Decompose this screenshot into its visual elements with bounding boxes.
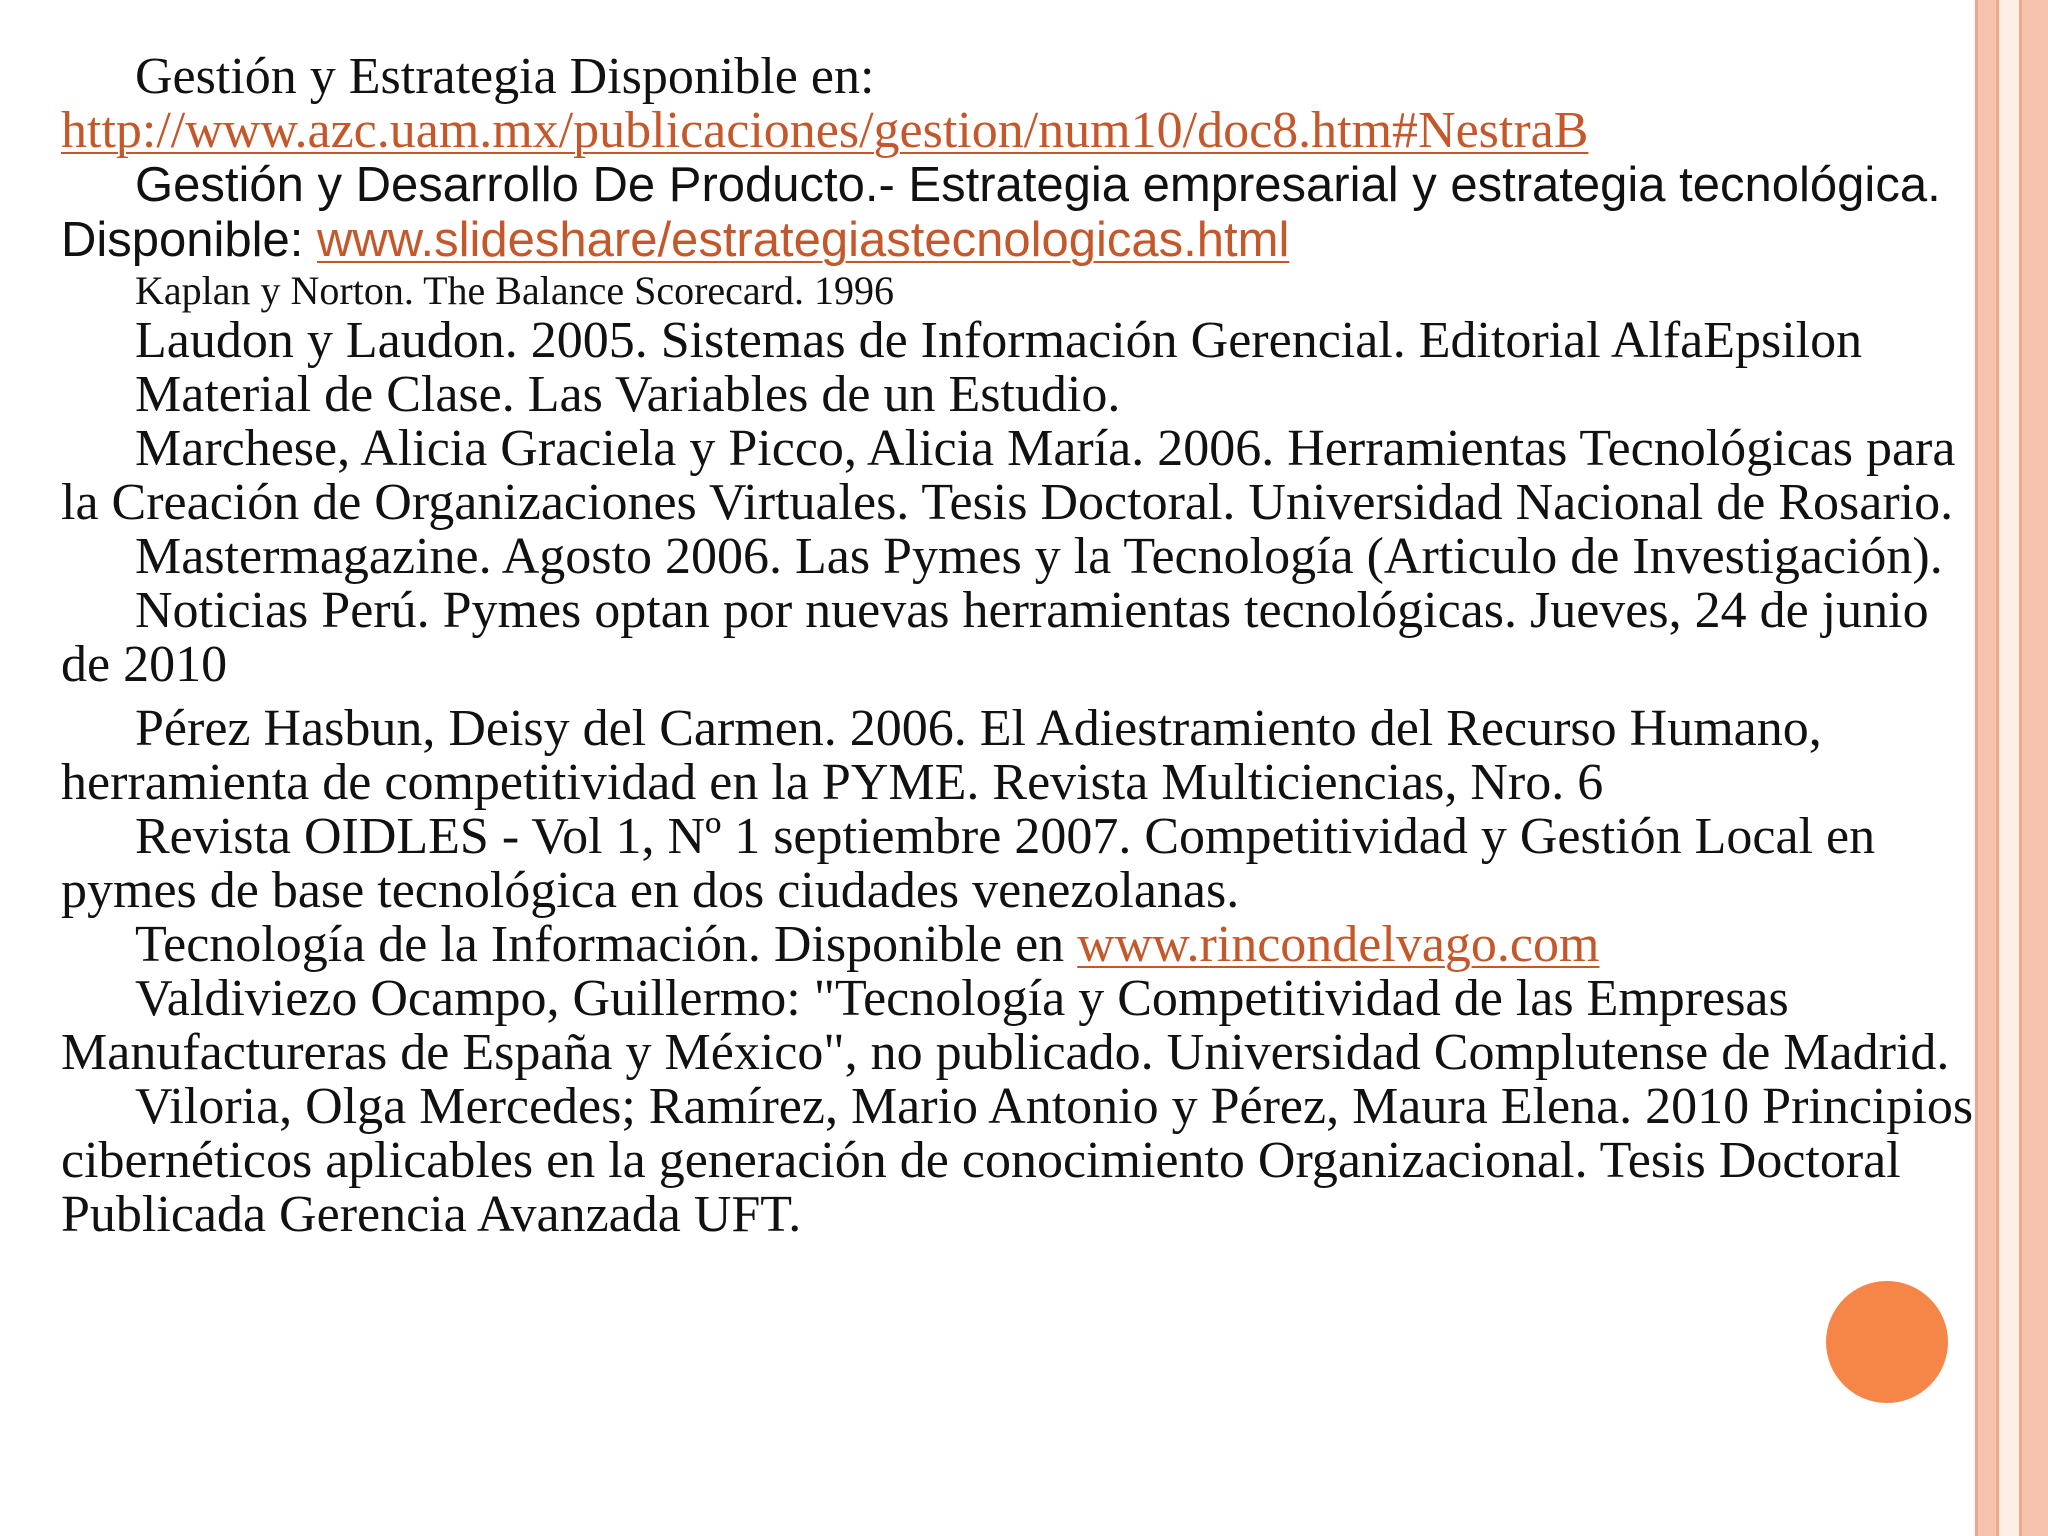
references-list bbox=[61, 50, 1981, 1242]
reference-text: Tecnología de la Información. Disponible en bbox=[135, 916, 1078, 973]
reference-text: Gestión y Estrategia Disponible en: bbox=[135, 48, 875, 105]
reference-text: Kaplan y Norton. The Balance Scorecard. 1996 bbox=[135, 268, 895, 313]
reference-mastermagazine bbox=[61, 530, 1981, 584]
reference-gestion-desarrollo bbox=[61, 158, 1981, 268]
reference-text: Valdiviezo Ocampo, Guillermo: "Tecnología y Competitividad de las Empresas Manufactureras de España y México", no publicado. Universidad Complutense de Madrid. bbox=[61, 970, 1950, 1081]
reference-marchese bbox=[61, 422, 1981, 530]
reference-text: Mastermagazine. Agosto 2006. Las Pymes y la Tecnología (Articulo de Investigación). bbox=[135, 528, 1943, 585]
reference-text: Marchese, Alicia Graciela y Picco, Alicia María. 2006. Herramientas Tecnológicas para la Creación de Organizaciones Virtuales. Tesis Doctoral. Universidad Nacional de Rosario. bbox=[61, 420, 1956, 531]
azc-link[interactable]: http://www.azc.uam.mx/publicaciones/gestion/num10/doc8.htm#NestraB bbox=[61, 102, 1589, 159]
slideshare-link[interactable]: www.slideshare/estrategiastecnologicas.html bbox=[317, 213, 1290, 267]
reference-text: Laudon y Laudon. 2005. Sistemas de Información Gerencial. Editorial AlfaEpsilon bbox=[135, 312, 1863, 369]
reference-text: Noticias Perú. Pymes optan por nuevas herramientas tecnológicas. Jueves, 24 de junio de 2010 bbox=[61, 582, 1929, 693]
reference-valdiviezo bbox=[61, 972, 1981, 1080]
rincondelvago-link[interactable]: www.rincondelvago.com bbox=[1077, 916, 1600, 973]
reference-text: Gestión y Desarrollo De Producto.- Estrategia empresarial y estrategia tecnológica. Disponible: bbox=[61, 158, 1941, 267]
reference-text: Revista OIDLES - Vol 1, Nº 1 septiembre 2007. Competitividad y Gestión Local en pymes de base tecnológica en dos ciudades venezolanas. bbox=[61, 808, 1876, 919]
reference-viloria bbox=[61, 1080, 1981, 1242]
reference-perez-hasbun bbox=[61, 702, 1981, 810]
reference-azc-url bbox=[61, 104, 1981, 158]
reference-text: Material de Clase. Las Variables de un Estudio. bbox=[135, 366, 1121, 423]
reference-gestion-estrategia bbox=[61, 50, 1981, 104]
reference-material-clase bbox=[61, 368, 1981, 422]
reference-laudon bbox=[61, 314, 1981, 368]
reference-text: Viloria, Olga Mercedes; Ramírez, Mario Antonio y Pérez, Maura Elena. 2010 Principios cibernéticos aplicables en la generación de conocimiento Organizacional. Tesis Doctoral Publicada Gerencia Avanzada UFT. bbox=[61, 1078, 1974, 1243]
reference-tecnologia-info bbox=[61, 918, 1981, 972]
reference-kaplan-norton bbox=[61, 268, 1981, 314]
reference-noticias-peru bbox=[61, 584, 1981, 692]
page-number-dot bbox=[1826, 1281, 1948, 1403]
side-band-inner bbox=[1996, 0, 2022, 1536]
reference-revista-oidles bbox=[61, 810, 1981, 918]
reference-text: Pérez Hasbun, Deisy del Carmen. 2006. El Adiestramiento del Recurso Humano, herramienta de competitividad en la PYME. Revista Multiciencias, Nro. 6 bbox=[61, 700, 1822, 811]
